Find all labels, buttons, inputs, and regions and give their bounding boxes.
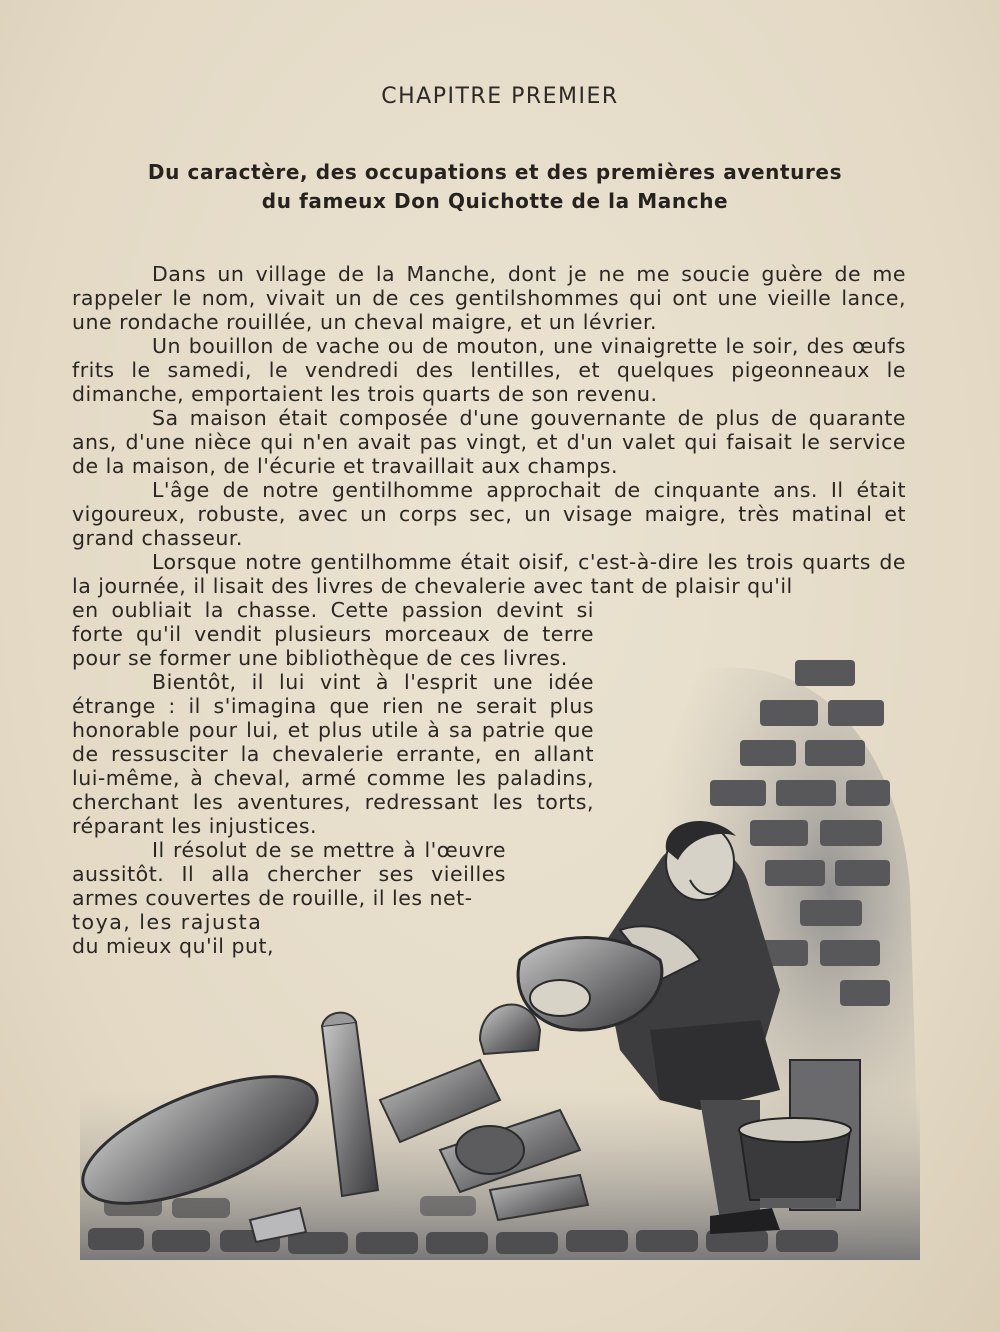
paragraph-7-end-1: toya, les rajusta <box>72 910 263 934</box>
helmet <box>480 1005 540 1054</box>
paragraph-3: Sa maison était composée d'une gouvernante de plus de quarante ans, d'une nièce qui n'en avait pas vingt, et d'un valet qui faisait le service de la maison, de l'écurie et travaillait aux champs. <box>72 406 906 478</box>
subtitle-line-2: du fameux Don Quichotte de la Manche <box>261 189 729 213</box>
paragraph-5: Lorsque notre gentilhomme était oisif, c'est-à-dire les trois quarts de la journée, il lisait des livres de chevalerie avec tant de plaisir qu'il <box>72 550 906 598</box>
don-quichotte-illustration <box>60 630 940 1270</box>
paragraph-4: L'âge de notre gentilhomme approchait de cinquante ans. Il était vigoureux, robuste, avec un corps sec, un visage maigre, très matinal et grand chasseur. <box>72 478 906 550</box>
chapter-subtitle <box>100 158 890 216</box>
paragraph-5-continued: en oubliait la chasse. Cette passion devint si forte qu'il vendit plusieurs morceaux de terre pour se former une bibliothèque de ces livres. <box>72 598 594 670</box>
paragraph-1: Dans un village de la Manche, dont je ne me soucie guère de me rappeler le nom, vivait un de ces gentilshommes qui ont une vieille lance, une rondache rouillée, un cheval maigre, et un lévrier. <box>72 262 906 334</box>
pot <box>739 1118 851 1208</box>
paragraph-2: Un bouillon de vache ou de mouton, une vinaigrette le soir, des œufs frits le samedi, le vendredi des lentilles, et quelques pigeonneaux le dimanche, emportaient les trois quarts de son revenu. <box>72 334 906 406</box>
paragraph-6: Bientôt, il lui vint à l'esprit une idée étrange : il s'imagina que rien ne serait plus honorable pour lui, et plus utile à sa patrie que de ressusciter la chevalerie errante, en allant lui-même, à cheval, armé comme les paladins, cherchant les aventures, redressant les torts, réparant les injustices. <box>72 670 594 838</box>
subtitle-line-1: Du caractère, des occupations et des premières aventures <box>147 160 843 184</box>
chapter-title: CHAPITRE PREMIER <box>381 84 619 109</box>
paragraph-7: Il résolut de se mettre à l'œuvre aussitôt. Il alla chercher ses vieilles armes couvertes de rouille, il les net- <box>72 838 506 910</box>
paragraph-7-end-2: du mieux qu'il put, <box>72 934 275 958</box>
